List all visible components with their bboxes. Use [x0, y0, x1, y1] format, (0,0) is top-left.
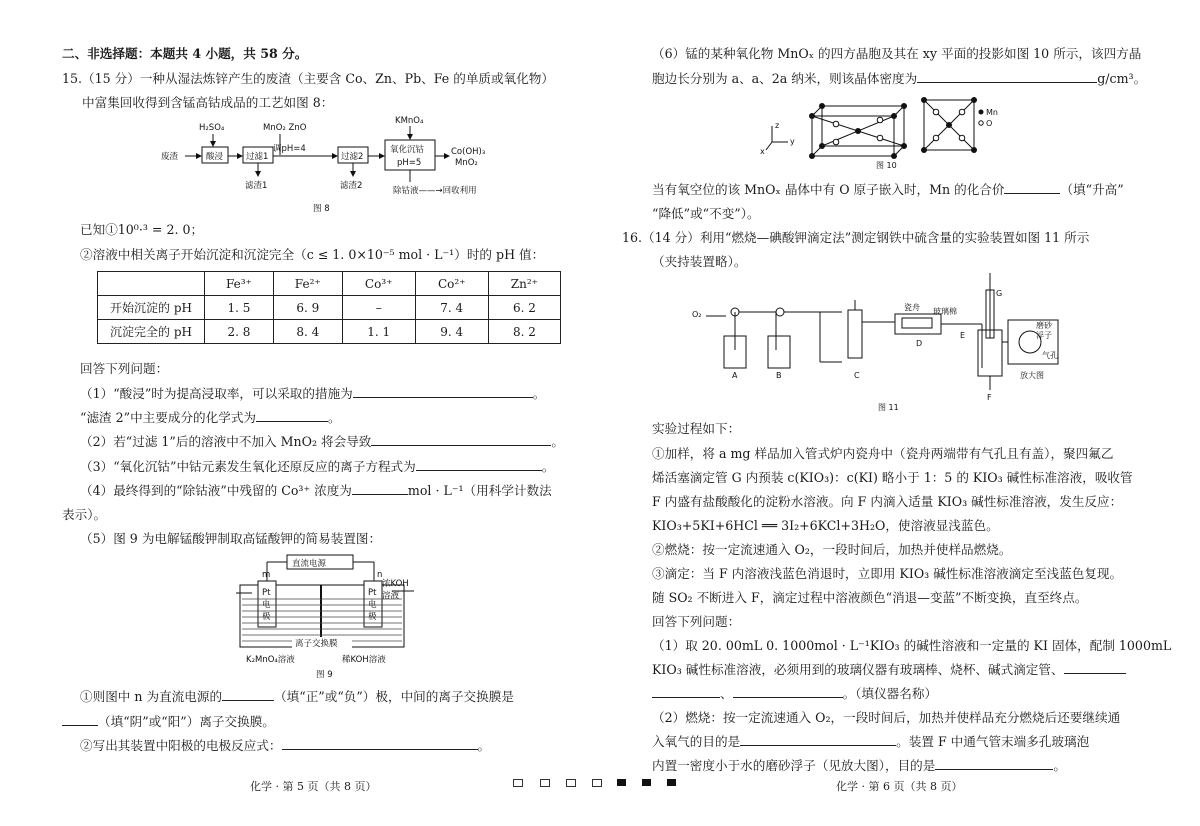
procedure-1-3: F 内盛有盐酸酸化的淀粉水溶液。向 F 内滴入适量 KIO₃ 碱性标准溶液，发生反应： — [652, 494, 1123, 509]
answer-blank[interactable] — [917, 70, 1097, 83]
q15-4a: （4）最终得到的“除钴液”中残留的 Co³⁺ 浓度为 mol · L⁻¹（用科学计数法 — [80, 483, 552, 498]
table-cell: Fe³⁺ — [205, 272, 274, 296]
page-marker — [592, 779, 602, 787]
figure-11-apparatus — [690, 270, 1085, 412]
fig9-top-right-2: 溶液 — [382, 591, 400, 601]
q6-1: （6）锰的某种氧化物 MnOₓ 的四方晶胞及其在 xy 平面的投影如图 10 所示，该四方晶 — [652, 46, 1142, 61]
fig9-pt-right-2: 电 — [368, 600, 377, 610]
table-cell — [98, 272, 205, 296]
table-header-row — [98, 272, 561, 296]
q15-1b: “滤渣 2”中主要成分的化学式为 。 — [80, 410, 341, 425]
table-cell: – — [342, 296, 415, 320]
fig9-pt-left-3: 极 — [262, 612, 271, 622]
fig8-product-2: MnO₂ — [455, 158, 478, 168]
right-footer: 化学 · 第 6 页（共 8 页） — [836, 780, 963, 793]
q16-1: 16.（14 分）利用“燃烧—碘酸钾滴定法”测定钢铁中硫含量的实验装置如图 11 所示 — [622, 230, 1090, 245]
table-cell: Co³⁺ — [342, 272, 415, 296]
ph-table — [97, 271, 561, 344]
q15-5-1b: （填“阴”或“阳”）离子交换膜。 — [62, 713, 275, 731]
answer-intro: 回答下列问题： — [80, 361, 169, 376]
fig8-oxid-2: pH=5 — [397, 158, 422, 168]
table-cell: 7. 4 — [415, 296, 488, 320]
q15-intro-line2: 中富集回收得到含锰高钴成品的工艺如图 8： — [82, 95, 334, 110]
left-footer: 化学 · 第 5 页（共 8 页） — [250, 780, 377, 793]
q15-3: （3）“氧化沉钴”中钴元素发生氧化还原反应的离子方程式为 。 — [80, 459, 555, 474]
fig9-n: n — [377, 570, 383, 580]
fig8-reagents: MnO₂ ZnO — [263, 123, 307, 133]
fig11-label-b: B — [776, 371, 782, 380]
q6-4: “降低”或“不变”）。 — [652, 206, 760, 221]
q16-a2-1: （2）燃烧：按一定流速通入 O₂，一段时间后，加热并使样品充分燃烧后还要继续通 — [652, 710, 1121, 725]
q15-intro-line1: 15.（15 分）一种从湿法炼锌产生的废渣（主要含 Co、Zn、Pb、Fe 的单质或氧化物） — [62, 71, 554, 86]
fig10-caption: 图 10 — [876, 161, 897, 170]
fig11-label-d: D — [916, 339, 923, 348]
answer-blank[interactable] — [371, 433, 551, 446]
fig9-left-sol: K₂MnO₄溶液 — [246, 655, 295, 665]
fig10-axis-y: y — [790, 137, 795, 146]
table-cell: 沉淀完全的 pH — [98, 320, 205, 344]
fig8-caption: 图 8 — [313, 204, 330, 214]
page-marker — [540, 779, 550, 787]
fig8-filter2: 过滤2 — [341, 152, 364, 162]
section-header: 二、非选择题：本题共 4 小题，共 58 分。 — [62, 46, 308, 61]
fig10-axis-z: z — [775, 121, 780, 130]
q15-1a: （1）“酸浸”时为提高浸取率，可以采取的措施为 。 — [80, 386, 546, 401]
fig9-pt-left: Pt — [262, 588, 271, 598]
page-marker — [667, 779, 676, 786]
q16-a1-2: KIO₃ 碱性标准溶液，必须用到的玻璃仪器有玻璃棒、烧杯、碱式滴定管、 — [652, 661, 1126, 679]
q6-2: 胞边长分别为 a、a、2a 纳米，则该晶体密度为 g/cm³。 — [652, 71, 1147, 86]
answer-blank[interactable] — [740, 733, 896, 746]
table-cell: Fe²⁺ — [273, 272, 342, 296]
fig11-hole: 气孔 — [1042, 351, 1058, 360]
procedure-3-2: 随 SO₂ 不断进入 F，滴定过程中溶液颜色“消退—变蓝”不断变换，直至终点。 — [652, 590, 1088, 605]
table-cell: 2. 8 — [205, 320, 274, 344]
page-marker — [642, 779, 651, 786]
table-cell: Co²⁺ — [415, 272, 488, 296]
fig10-axis-x: x — [760, 147, 765, 156]
fig9-right-sol: 稀KOH溶液 — [342, 655, 386, 665]
fig9-m: m — [262, 570, 271, 580]
answer-blank[interactable] — [62, 713, 98, 726]
fig11-float-2: 浮子 — [1036, 331, 1052, 340]
fig9-top-right-1: 浓KOH — [382, 579, 409, 589]
procedure-1-1: ①加样，将 a mg 样品加入管式炉内瓷舟中（瓷舟两端带有气孔且有盖），聚四氟乙 — [652, 446, 1114, 461]
answer-blank[interactable] — [352, 482, 408, 495]
fig8-product-1: Co(OH)₃ — [451, 147, 486, 157]
fig11-zoom: 放大图 — [1020, 371, 1044, 380]
table-cell: 8. 2 — [488, 320, 560, 344]
answer-blank[interactable] — [256, 409, 328, 422]
page-marker — [566, 779, 576, 787]
page-marker — [617, 779, 626, 786]
fig10-legend-mn: Mn — [986, 108, 998, 117]
fig11-o2: O₂ — [692, 310, 702, 319]
q15-2: （2）若“过滤 1”后的溶液中不加入 MnO₂ 将会导致 。 — [80, 434, 564, 449]
fig8-raw: 废渣 — [161, 152, 179, 162]
fig11-caption: 图 11 — [878, 403, 899, 412]
figure-9-electrolysis — [232, 551, 432, 681]
table-cell: 开始沉淀的 pH — [98, 296, 205, 320]
procedure-1-4: KIO₃+5KI+6HCl ══ 3I₂+6KCl+3H₂O，使溶液显浅蓝色。 — [652, 518, 999, 533]
answer-blank[interactable] — [1004, 181, 1060, 194]
answer-blank[interactable] — [353, 385, 533, 398]
fig11-label-g: G — [996, 289, 1003, 298]
answer-intro-16: 回答下列问题： — [652, 614, 741, 629]
fig9-pt-right: Pt — [368, 588, 377, 598]
fig8-oxid-1: 氧化沉钴 — [390, 145, 425, 155]
q16-a2-3: 内置一密度小于水的磨砂浮子（见放大图），目的是 。 — [652, 758, 1066, 773]
fig8-acid-leach: 酸浸 — [206, 152, 224, 162]
answer-blank[interactable] — [416, 458, 542, 471]
answer-blank[interactable] — [282, 737, 478, 750]
fig11-label-f: F — [987, 393, 992, 402]
fig10-legend-o: O — [986, 119, 993, 128]
fig11-wool: 玻璃棉 — [933, 307, 957, 316]
procedure-2: ②燃烧：按一定流速通入 O₂，一段时间后，加热并使样品燃烧。 — [652, 542, 1012, 557]
figure-10-crystal — [760, 92, 1000, 170]
answer-blank[interactable] — [222, 688, 274, 701]
q16-a2-2: 入氧气的目的是 。装置 F 中通气管末端多孔玻璃泡 — [652, 734, 1090, 749]
fig11-label-a: A — [732, 371, 738, 380]
table-cell: 1. 1 — [342, 320, 415, 344]
fig11-label-e: E — [960, 331, 966, 340]
fig8-adjust-ph: 调pH=4 — [273, 144, 306, 154]
fig9-caption: 图 9 — [316, 670, 333, 680]
table-cell: 6. 2 — [488, 296, 560, 320]
procedure-1-2: 烯活塞滴定管 G 内预装 c(KIO₃)：c(KI) 略小于 1：5 的 KIO₃ 碱性标准溶液，吸收管 — [652, 470, 1133, 485]
table-cell: Zn²⁺ — [488, 272, 560, 296]
procedure-intro: 实验过程如下： — [652, 421, 741, 436]
table-cell: 9. 4 — [415, 320, 488, 344]
fig8-filter1: 过滤1 — [246, 152, 269, 162]
fig9-pt-right-3: 极 — [368, 612, 377, 622]
answer-blank[interactable] — [935, 757, 1053, 770]
fig8-residue2: 滤渣2 — [340, 181, 363, 191]
fig8-residue1: 滤渣1 — [245, 181, 268, 191]
q16-a1-1: （1）取 20. 00mL 0. 1000mol · L⁻¹KIO₃ 的碱性溶液和一定量的 KI 固体，配制 1000mL — [652, 638, 1172, 653]
answer-blank[interactable] — [733, 685, 843, 698]
known-1: 已知①10⁰·³ = 2. 0； — [80, 222, 204, 237]
table-cell: 1. 5 — [205, 296, 274, 320]
q16-a1-3: 、 。（填仪器名称） — [652, 685, 937, 703]
fig11-float-1: 磨砂 — [1036, 321, 1052, 330]
page-marker — [513, 779, 523, 787]
q15-5-1a: ①则图中 n 为直流电源的 （填“正”或“负”）极，中间的离子交换膜是 — [80, 689, 514, 704]
fig8-acid: H₂SO₄ — [199, 123, 225, 133]
table-cell: 8. 4 — [273, 320, 342, 344]
fig11-boat: 瓷舟 — [904, 303, 920, 312]
known-2: ②溶液中相关离子开始沉淀和沉淀完全（c ≤ 1. 0×10⁻⁵ mol · L⁻¹）时的 pH 值： — [80, 247, 545, 262]
q6-3: 当有氧空位的该 MnOₓ 晶体中有 O 原子嵌入时，Mn 的化合价 （填“升高” — [652, 182, 1124, 197]
procedure-3-1: ③滴定：当 F 内溶液浅蓝色消退时，立即用 KIO₃ 碱性标准溶液滴定至浅蓝色复现。 — [652, 566, 1123, 581]
q15-5-2: ②写出其装置中阳极的电极反应式： 。 — [80, 738, 491, 753]
q16-2: （夹持装置略）。 — [652, 254, 747, 269]
answer-blank[interactable] — [1064, 661, 1126, 674]
fig8-kmno4: KMnO₄ — [395, 116, 424, 126]
fig9-pt-left-2: 电 — [262, 600, 271, 610]
answer-blank[interactable] — [652, 685, 720, 698]
fig9-membrane: 离子交换膜 — [295, 639, 338, 649]
q15-4b: 表示）。 — [62, 507, 107, 522]
fig9-power: 直流电源 — [292, 559, 327, 569]
table-row — [98, 320, 561, 344]
table-cell: 6. 9 — [273, 296, 342, 320]
table-row — [98, 296, 561, 320]
figure-8-flowchart — [155, 114, 505, 214]
fig8-waste: 除钴液——→回收利用 — [393, 186, 477, 196]
fig11-label-c: C — [854, 371, 860, 380]
q15-5: （5）图 9 为电解锰酸钾制取高锰酸钾的简易装置图： — [80, 531, 382, 546]
